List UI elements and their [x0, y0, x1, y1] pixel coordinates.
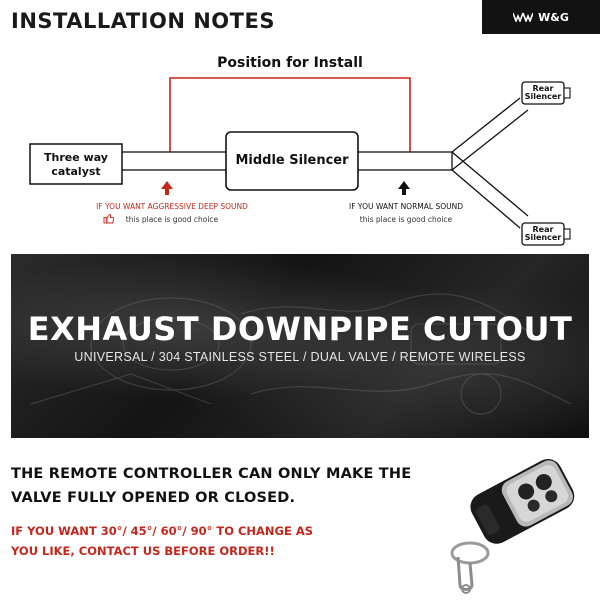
remote-controller-image [430, 445, 590, 595]
install-diagram [0, 40, 600, 250]
contact-note-line-2: YOU LIKE, CONTACT US BEFORE ORDER!! [11, 544, 275, 558]
aggressive-sound-subnote: this place is good choice [125, 215, 219, 224]
install-position-label: Position for Install [217, 55, 363, 71]
middle-silencer-label: Middle Silencer [235, 152, 349, 168]
banner-subtitle: UNIVERSAL / 304 STAINLESS STEEL / DUAL VALVE / REMOTE WIRELESS [74, 350, 526, 364]
pipe-segment-front [120, 152, 228, 170]
remote-controller-icon [452, 454, 579, 593]
brand-badge [482, 0, 600, 34]
normal-sound-subnote: this place is good choice [359, 215, 453, 224]
remote-note-line-2: VALVE FULLY OPENED OR CLOSED. [11, 490, 296, 506]
banner-title: EXHAUST DOWNPIPE CUTOUT [27, 310, 573, 348]
black-up-arrow-icon [398, 181, 410, 195]
page-title: INSTALLATION NOTES [11, 9, 275, 33]
red-up-arrow-icon [161, 181, 173, 195]
brand-name: W&G [538, 10, 569, 24]
rear-silencer-top-label: Rear Silencer [524, 83, 562, 101]
rear-silencer-top-tip [564, 88, 570, 98]
rear-silencer-bottom-tip [564, 229, 570, 239]
three-way-catalyst-label: Three way catalyst [44, 151, 108, 178]
product-banner [11, 254, 589, 438]
aggressive-sound-note: IF YOU WANT AGGRESSIVE DEEP SOUND [96, 202, 248, 211]
rear-silencer-bottom-label: Rear Silencer [524, 224, 562, 242]
pipe-segment-rear [356, 152, 452, 170]
contact-note-line-1: IF YOU WANT 30°/ 45°/ 60°/ 90° TO CHANGE AS [11, 524, 314, 538]
remote-note-line-1: THE REMOTE CONTROLLER CAN ONLY MAKE THE [11, 466, 412, 482]
pipe-split-upper [452, 98, 528, 170]
brand-logo-icon [513, 12, 533, 22]
normal-sound-note: IF YOU WANT NORMAL SOUND [349, 202, 463, 211]
